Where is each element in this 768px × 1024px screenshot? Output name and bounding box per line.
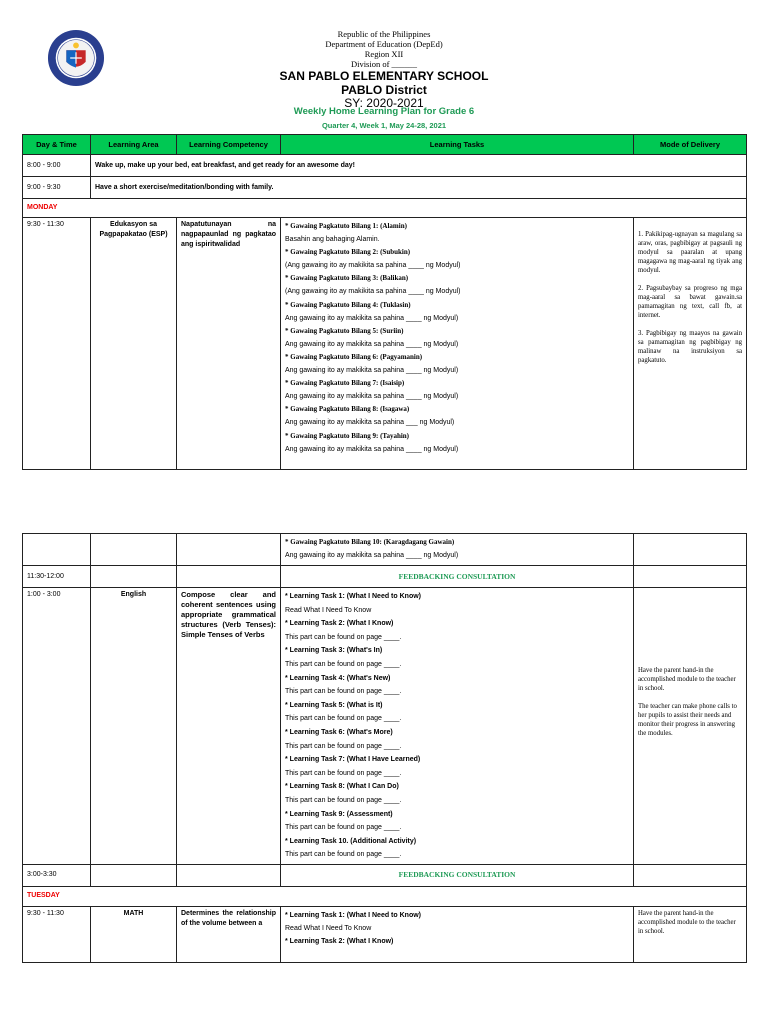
col-learning-competency: Learning Competency xyxy=(177,135,281,155)
col-learning-tasks: Learning Tasks xyxy=(281,135,634,155)
table-row xyxy=(23,566,747,588)
task-title: * Learning Task 1: (What I Need to Know) xyxy=(285,593,421,600)
task-title: * Learning Task 10. (Additional Activity) xyxy=(285,837,417,845)
day-row xyxy=(23,886,747,906)
district-name: PABLO District xyxy=(341,83,427,97)
task-desc: This part can be found on page ____. xyxy=(285,715,402,723)
task-title: * Learning Task 1: (What I Need to Know) xyxy=(285,911,421,919)
table-row xyxy=(23,177,747,199)
col-learning-area: Learning Area xyxy=(91,135,177,155)
task-desc: Read What I Need To Know xyxy=(285,924,372,932)
table-row xyxy=(23,864,747,886)
schedule-table-page1 xyxy=(22,134,747,470)
task-desc: This part can be found on page ____. xyxy=(285,796,402,804)
task-desc: This part can be found on page ____. xyxy=(285,742,402,750)
task-title: * Gawaing Pagkatuto Bilang 6: (Pagyamanin) xyxy=(285,352,423,361)
school-name: SAN PABLO ELEMENTARY SCHOOL xyxy=(279,69,489,83)
task-title: * Gawaing Pagkatuto Bilang 3: (Balikan) xyxy=(285,274,409,283)
task-list xyxy=(285,220,629,456)
competency-cell: Compose clear and coherent sentences using appropriate grammatical structures (Verb Tenses): Simple Tenses of Verbs xyxy=(177,588,281,865)
tasks-cell xyxy=(281,534,634,566)
tasks-cell xyxy=(281,218,634,470)
task-desc: Ang gawaing ito ay makikita sa pahina ____ ng Modyul) xyxy=(285,552,459,559)
mode-item: The teacher can make phone calls to her pupils to assist their needs and monitor their progress in answering the modules. xyxy=(638,703,737,737)
task-title: * Gawaing Pagkatuto Bilang 7: (Isaisip) xyxy=(285,379,405,388)
task-title: * Learning Task 5: (What is It) xyxy=(285,701,383,709)
table-row xyxy=(23,155,747,177)
mode-cell xyxy=(634,218,747,470)
task-title: * Learning Task 8: (What I Can Do) xyxy=(285,783,399,791)
time-cell: 9:30 - 11:30 xyxy=(23,906,91,962)
task-desc: This part can be found on page ____. xyxy=(285,660,402,668)
time-cell: 8:00 - 9:00 xyxy=(23,155,91,177)
task-title: * Gawaing Pagkatuto Bilang 2: (Subukin) xyxy=(285,248,411,257)
learning-area-cell: Edukasyon sa Pagpapakatao (ESP) xyxy=(91,218,177,470)
mode-item: Have the parent hand-in the accomplished module to the teacher in school. xyxy=(638,667,736,692)
mode-item: 3. Pagbibigay ng maayos na gawain sa pamamagitan ng pagbibigay ng malinaw na instruksiyon sa pagkatuto. xyxy=(638,330,742,364)
mode-cell xyxy=(634,588,747,865)
task-desc: Ang gawaing ito ay makikita sa pahina ____ ng Modyul) xyxy=(285,367,459,375)
table-row xyxy=(23,218,747,470)
task-desc: This part can be found on page ____. xyxy=(285,633,402,641)
tasks-cell xyxy=(281,906,634,962)
task-title: * Gawaing Pagkatuto Bilang 8: (Isagawa) xyxy=(285,405,410,414)
time-cell: 1:00 - 3:00 xyxy=(23,588,91,865)
col-mode-delivery: Mode of Delivery xyxy=(634,135,747,155)
mode-item: 2. Pagsubaybay sa progreso ng mga mag-aaral sa bawat gawain.sa pamamagitan ng text, call fb, at internet. xyxy=(638,285,742,319)
table-row xyxy=(23,534,747,566)
task-title: * Gawaing Pagkatuto Bilang 5: (Suriin) xyxy=(285,326,404,335)
task-desc: Ang gawaing ito ay makikita sa pahina ____ ng Modyul) xyxy=(285,340,459,348)
table-row xyxy=(23,906,747,962)
learning-area-cell: MATH xyxy=(91,906,177,962)
feedback-label: FEEDBACKING CONSULTATION xyxy=(281,864,634,886)
time-cell: 9:00 - 9:30 xyxy=(23,177,91,199)
learning-area-cell: English xyxy=(91,588,177,865)
col-day-time: Day & Time xyxy=(23,135,91,155)
task-list xyxy=(285,590,629,862)
task-desc: This part can be found on page ____. xyxy=(285,769,402,777)
task-desc: This part can be found on page ____. xyxy=(285,688,402,696)
task-desc: Ang gawaing ito ay makikita sa pahina ____ ng Modyul) xyxy=(285,393,459,401)
task-title: * Learning Task 4: (What's New) xyxy=(285,674,391,682)
activity-cell: Wake up, make up your bed, eat breakfast, and get ready for an awesome day! xyxy=(91,155,747,177)
task-desc: Ang gawaing ito ay makikita sa pahina ____ ng Modyul) xyxy=(285,445,459,453)
task-title: * Learning Task 6: (What's More) xyxy=(285,728,393,736)
task-desc: This part can be found on page ____. xyxy=(285,824,402,832)
division-line: Division of ______ xyxy=(350,59,418,69)
table-row xyxy=(23,588,747,865)
task-title: * Learning Task 9: (Assessment) xyxy=(285,810,393,818)
day-label-tuesday: TUESDAY xyxy=(23,886,747,906)
task-title: * Learning Task 2: (What I Know) xyxy=(285,620,394,628)
task-desc: Read What I Need To Know xyxy=(285,606,372,614)
task-title: * Gawaing Pagkatuto Bilang 10: (Karagdagang Gawain) xyxy=(285,538,455,546)
time-cell: 3:00-3:30 xyxy=(23,864,91,886)
task-desc: (Ang gawaing ito ay makikita sa pahina ____ ng Modyul) xyxy=(285,288,461,296)
task-title: * Learning Task 3: (What's In) xyxy=(285,647,383,655)
schedule-table-page2 xyxy=(22,533,747,963)
region-line: Region XII xyxy=(364,49,404,59)
time-cell: 11:30-12:00 xyxy=(23,566,91,588)
school-year: SY: 2020-2021 xyxy=(344,96,424,110)
task-list xyxy=(285,909,629,948)
activity-cell: Have a short exercise/meditation/bonding with family. xyxy=(91,177,747,199)
tasks-cell xyxy=(281,588,634,865)
task-desc: (Ang gawaing ito ay makikita sa pahina ____ ng Modyul) xyxy=(285,262,461,270)
task-desc: This part can be found on page ____. xyxy=(285,851,402,859)
task-title: * Learning Task 2: (What I Know) xyxy=(285,937,394,945)
task-title: * Gawaing Pagkatuto Bilang 1: (Alamin) xyxy=(285,222,407,230)
competency-cell: Napatutunayan na nagpapaunlad ng pagkatao ang ispiritwalidad xyxy=(177,218,281,470)
day-label-monday: MONDAY xyxy=(23,199,747,218)
task-desc: Ang gawaing ito ay makikita sa pahina ___ ng Modyul) xyxy=(285,419,455,427)
department-line: Department of Education (DepEd) xyxy=(325,39,443,49)
feedback-label: FEEDBACKING CONSULTATION xyxy=(281,566,634,588)
task-desc: Ang gawaing ito ay makikita sa pahina ____ ng Modyul) xyxy=(285,314,459,322)
republic-line: Republic of the Philippines xyxy=(337,29,431,39)
mode-item: 1. Pakikipag-ugnayan sa magulang sa araw, oras, pagbibigay at pagsauli ng modyul sa paaralan at upang magagawa ng mag-aaral ng tiyak ang modyul. xyxy=(638,231,742,274)
time-cell: 9:30 - 11:30 xyxy=(23,218,91,470)
header-row xyxy=(23,135,747,155)
quarter-line: Quarter 4, Week 1, May 24-28, 2021 xyxy=(321,121,447,130)
plan-title: Weekly Home Learning Plan for Grade 6 xyxy=(293,106,475,117)
task-title: * Learning Task 7: (What I Have Learned) xyxy=(285,756,421,764)
task-title: * Gawaing Pagkatuto Bilang 9: (Tayahin) xyxy=(285,431,410,440)
competency-cell: Determines the relationship of the volume between a xyxy=(177,906,281,962)
page-header xyxy=(0,0,768,132)
mode-cell: Have the parent hand-in the accomplished module to the teacher in school. xyxy=(634,906,747,962)
task-title: * Gawaing Pagkatuto Bilang 4: (Tuklasin) xyxy=(285,300,411,309)
task-desc: Basahin ang bahaging Alamin. xyxy=(285,236,380,244)
day-row xyxy=(23,199,747,218)
